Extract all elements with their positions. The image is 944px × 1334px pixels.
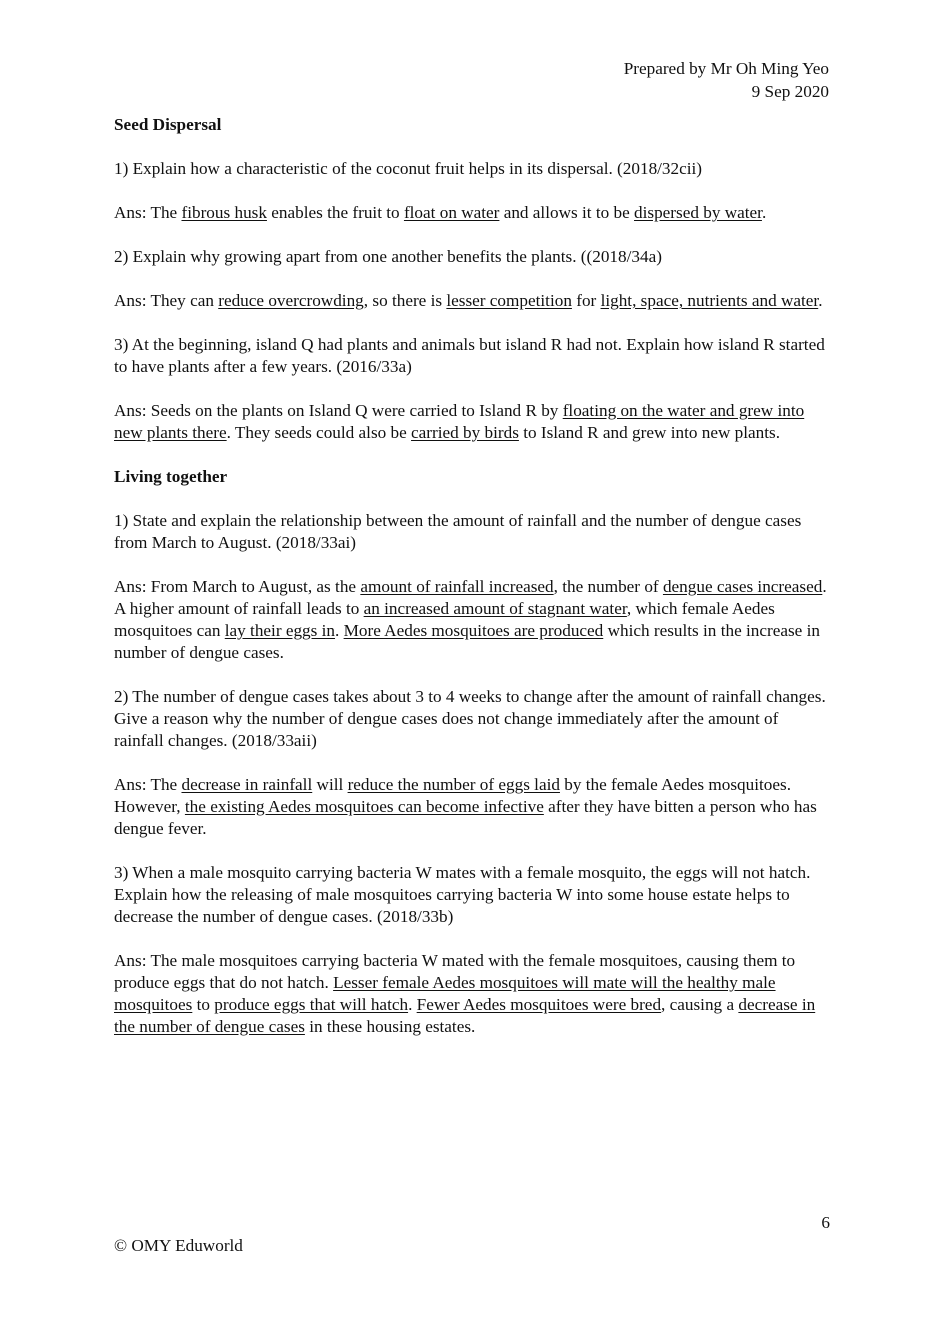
answer-segment: , so there is [363,291,447,310]
answer-segment: . [408,995,417,1014]
question-text: 3) When a male mosquito carrying bacteria W mates with a female mosquito, the eggs will not hatch. Explain how the releasing of male mosquitoes carrying bacteria W into some house estate helps to decrease the number of dengue cases. (2018/33b) [114,863,811,926]
answer-text [114,774,830,840]
answer-text [114,290,830,312]
answer-segment: , causing a [661,995,739,1014]
answer-segment: Ans: The [114,775,182,794]
underlined-keyword: reduce the number of eggs laid [347,775,560,794]
underlined-keyword: decrease in rainfall [181,775,313,794]
underlined-keyword: dispersed by water [634,203,762,222]
underlined-keyword: lesser competition [446,291,572,310]
section-title: Seed Dispersal [114,115,222,134]
answer-segment: and allows it to be [499,203,635,222]
answer-segment: by the female Aedes mosquitoes. However, [114,775,791,816]
underlined-keyword: More Aedes mosquitoes are produced [343,621,604,640]
question-text: 3) At the beginning, island Q had plants and animals but island R had not. Explain how island R started to have plants after a few years. (2016/33a) [114,335,825,376]
underlined-keyword: lay their eggs in [224,621,336,640]
answer-text [114,576,830,664]
answer-segment: Ans: They can [114,291,219,310]
answer-segment: enables the fruit to [266,203,404,222]
answer-segment: will [312,775,348,794]
answer-segment: which results in the increase in number of dengue cases. [114,621,820,662]
section-title: Living together [114,467,228,486]
answer-segment: . [761,203,767,222]
answer-segment: after they have bitten a person who has dengue fever. [114,797,817,838]
question-text: 2) The number of dengue cases takes about 3 to 4 weeks to change after the amount of rainfall changes. Give a reason why the number of dengue cases does not change immediately after the amount of rainfall changes. (2018/33aii) [114,687,826,750]
document-body [114,114,830,1060]
answer-segment: . They seeds could also be [226,423,412,442]
underlined-keyword: the existing Aedes mosquitoes can become infective [184,797,544,816]
answer-segment: in these housing estates. [304,1017,476,1036]
underlined-keyword: an increased amount of stagnant water [363,599,627,618]
answer-segment: Ans: The male mosquitoes carrying bacteria W mated with the female mosquitoes, causing them to produce eggs that do not hatch. [114,951,796,992]
answer-segment: Ans: From March to August, as the [114,577,361,596]
answer-segment: for [571,291,601,310]
underlined-keyword: reduce overcrowding [218,291,364,310]
answer-text [114,950,830,1038]
answer-segment: Ans: The [114,203,182,222]
underlined-keyword: light, space, nutrients and water [600,291,819,310]
underlined-keyword: decrease in the number of dengue cases [114,995,816,1036]
underlined-keyword: fibrous husk [181,203,267,222]
header-date: 9 Sep 2020 [751,82,829,101]
underlined-keyword: dengue cases increased [662,577,823,596]
underlined-keyword: Lesser female Aedes mosquitoes will mate will the healthy male mosquitoes [114,973,776,1014]
answer-segment: to [192,995,215,1014]
page-number: 6 [821,1213,830,1232]
underlined-keyword: float on water [403,203,500,222]
underlined-keyword: Fewer Aedes mosquitoes were bred [416,995,662,1014]
answer-segment: . [818,291,823,310]
answer-segment: Ans: Seeds on the plants on Island Q were carried to Island R by [114,401,563,420]
underlined-keyword: floating on the water and grew into new plants there [114,401,805,442]
copyright-footer: © OMY Eduworld [114,1236,243,1255]
answer-text [114,202,830,224]
answer-text [114,400,830,444]
prepared-by: Prepared by Mr Oh Ming Yeo [623,59,829,78]
answer-segment: , the number of [553,577,663,596]
question-text: 2) Explain why growing apart from one another benefits the plants. ((2018/34a) [114,247,662,266]
answer-segment: , which female Aedes mosquitoes can [114,599,775,640]
underlined-keyword: carried by birds [411,423,519,442]
answer-segment: . [335,621,344,640]
underlined-keyword: produce eggs that will hatch [214,995,409,1014]
document-header [624,57,829,103]
question-text: 1) State and explain the relationship between the amount of rainfall and the number of dengue cases from March to August. (2018/33ai) [114,511,802,552]
answer-segment: to Island R and grew into new plants. [518,423,781,442]
underlined-keyword: amount of rainfall increased [360,577,554,596]
question-text: 1) Explain how a characteristic of the coconut fruit helps in its dispersal. (2018/32cii) [114,159,703,178]
answer-segment: . A higher amount of rainfall leads to [114,577,827,618]
